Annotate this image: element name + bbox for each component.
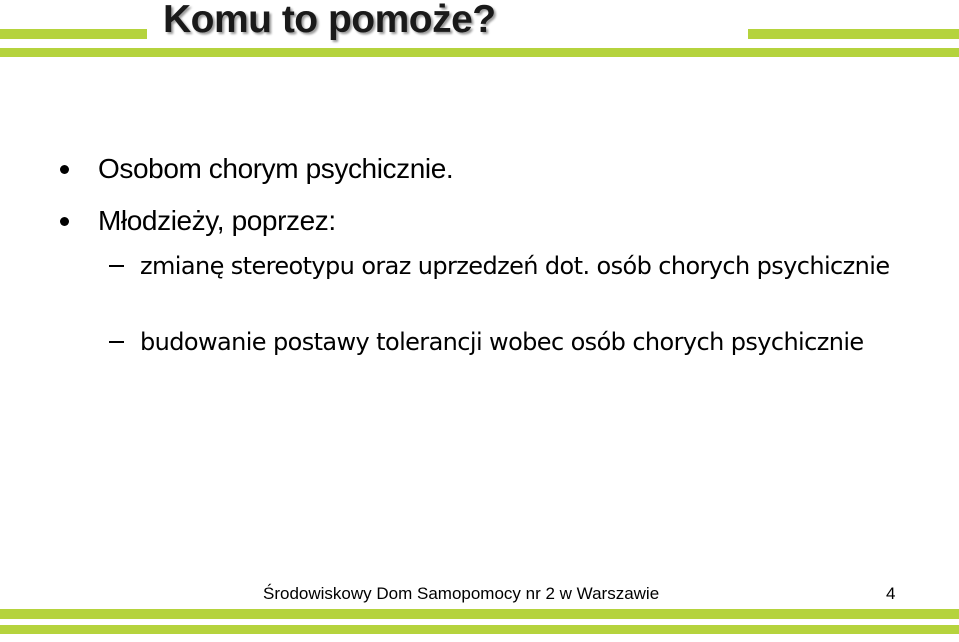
accent-bar-top-left [0,29,147,39]
page-number: 4 [886,584,896,603]
sub-bullet-item [109,249,909,319]
accent-bar-top-full [0,48,959,57]
dash-icon [109,265,124,267]
accent-bar-top-right [748,29,959,39]
bullet-dot-icon [60,217,69,226]
footer-text: Środowiskowy Dom Samopomocy nr 2 w Warszawie [263,584,660,603]
sub-bullet-text: zmianę stereotypu oraz uprzedzeń dot. osób chorych psychicznie [140,252,890,280]
accent-bar-bottom [0,609,959,619]
bullet-dot-icon [60,165,69,174]
bullet-text: Osobom chorym psychicznie. [98,153,454,184]
accent-bar-bottom-2 [0,625,959,634]
slide-title: Komu to pomoże? [163,0,496,41]
sub-bullet-text: budowanie postawy tolerancji wobec osób chorych psychicznie [140,328,864,356]
bullet-text: Młodzieży, poprzez: [98,205,336,236]
dash-icon [109,341,124,343]
